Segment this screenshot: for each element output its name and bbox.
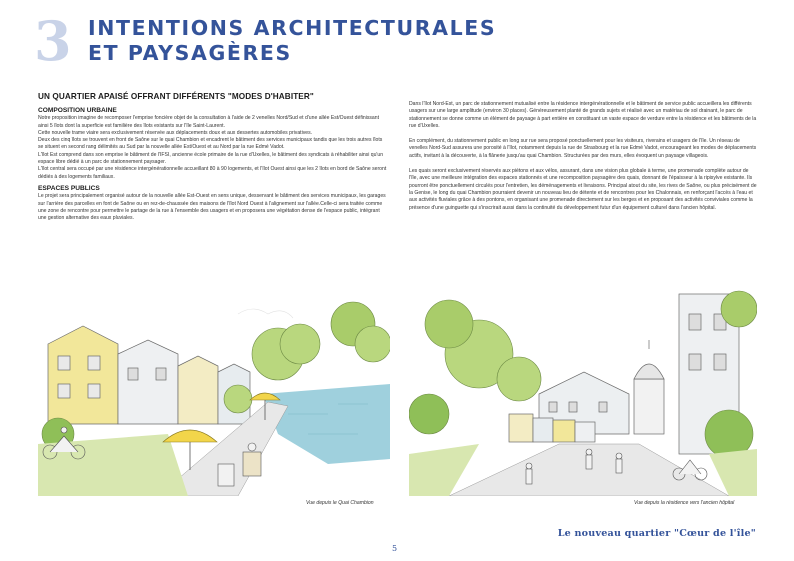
espaces-heading: ESPACES PUBLICS bbox=[38, 185, 100, 193]
composition-heading: COMPOSITION URBAINE bbox=[38, 107, 117, 114]
section-number: 3 bbox=[34, 9, 72, 73]
quais-paragraph: Les quais seront exclusivement réservés aux piétons et aux vélos, assurant, dans une vision plus globale à terme, une promenade complète autour de l'île, avec une meilleure intégration des espaces stationnés et une recomposition paysagère des quais, donnant de l'épaisseur à la ripisylve existante. Ils pourront être ponctuellement circulés pour l'entretien, les déménagements et livraisons. Principal atout du site, les rives de Saône, ou plus précisément de la Genise, le long du quai Chambion pourraient devenir un nouveau lieu de détente et de rencontres pour les Chalonnais, en renforçant l'accès à l'eau et aux activités fluviales grâce à des pontons, en organisant une promenade directement sur les berges et en proposant des activités conviviales comme la présence d'une guinguette qui s'inscrirait aussi dans la continuité du développement futur d'un équipement culturel dans l'ancien hôpital. bbox=[409, 168, 757, 211]
water bbox=[263, 384, 390, 464]
hospital-dome bbox=[634, 340, 664, 434]
title-line-1: INTENTIONS ARCHITECTURALES bbox=[88, 16, 497, 40]
left-buildings bbox=[48, 326, 250, 424]
espaces-paragraph: Le projet sera principalement organisé autour de la nouvelle allée Est-Ouest en sens unique, desservant le bâtiment des services municipaux, les garages sur l'arrière des parcelles en font de Saône ou en rez-de-chaussée des maisons de l'îlot Nord Ouest à l'alignement sur l'allée.Celle-ci sera traitée comme une zone de rencontre pour permettre le partage de la rue à l'ensemble des usagers et en proposera une végétation dense de l'espace public, intégrant une gestion alternative des eaux pluviales. bbox=[38, 193, 386, 222]
page-number: 5 bbox=[392, 544, 398, 553]
title-line-2: ET PAYSAGÈRES bbox=[88, 41, 292, 65]
parking-paragraph: Dans l'îlot Nord-Est, un parc de stationnement mutualisé entre la résidence intergénérationnelle et le bâtiment de service public accueillera les différents usagers sur une large amplitude (environ 30 places). Généreusement planté de grands sujets et réalisé avec un matériau de sol drainant, le parc de stationnement se donne comme un élément de paysage à part entière en constituant un vaste espace de verdure entre la résidence et les bâtiments de la rue d'Uxelles. bbox=[409, 101, 757, 129]
composition-paragraph: Deux des cinq îlots se trouvent en front de Saône sur le quai Chambion et encadrent le bâtiment des services municipaux tandis que les trois autres îlots se situent en second rang délimités au Sud par la nouvelle allée Est/Ouest et au Nord par la rue Edmé Vadot. bbox=[38, 137, 383, 151]
composition-paragraph: Cette nouvelle trame viaire sera exclusivement réservée aux déplacements doux et aux dessertes automobiles privatives. bbox=[38, 129, 313, 136]
venelles-paragraph: En complément, du stationnement public en long sur rue sera proposé ponctuellement pour les visiteurs, riverains et usagers de l'île. Un réseau de venelles Nord-Sud assurera une porosité à l'îlot, notamment depuis la rue de Strasbourg et la rue Edmé Vadot, encourageant les modes de déplacements actifs, invitant à la découverte, à la flânerie jusqu'au quai Chambion. Structurées par des murs, elles évoquent un paysage villageois. bbox=[409, 138, 757, 159]
left-caption: Vue depuis le Quai Chambion bbox=[306, 500, 374, 506]
document-brand: Le nouveau quartier "Cœur de l'île" bbox=[557, 528, 756, 539]
composition-paragraph: L'îlot central sera occupé par une résidence intergénérationnelle accueillant 80 à 90 logements, et l'îlot Ouest ainsi que les 2 îlots en bord de Saône seront dédiés à des logements familiaux. bbox=[38, 166, 387, 180]
composition-paragraph: L'îlot Est comprend dans son emprise le bâtiment de l'IFSI, ancienne école primaire de la rue d'Uxelles, le bâtiment des syndicats à réhabiliter ainsi qu'un espace libre dédié à un parc de stationnement paysager. bbox=[38, 151, 384, 166]
quai-chambion-illustration bbox=[38, 284, 390, 496]
right-column bbox=[409, 101, 757, 216]
page-title bbox=[88, 16, 496, 66]
left-column bbox=[38, 107, 388, 227]
residence-view-illustration bbox=[409, 284, 757, 496]
right-caption: Vue depuis la résidence vers l'ancien hôpital bbox=[634, 500, 735, 506]
left-main-heading: UN QUARTIER APAISÉ OFFRANT DIFFÉRENTS "MODES D'HABITER" bbox=[38, 92, 314, 101]
composition-paragraph: Notre proposition imagine de recomposer l'emprise foncière objet de la consultation à l'aide de 2 venelles Nord/Sud et d'une allée Est/Ouest définissant ainsi 5 îlots dont la superficie est familière des îlots existants sur l'île Saint-Laurent. bbox=[38, 115, 380, 129]
